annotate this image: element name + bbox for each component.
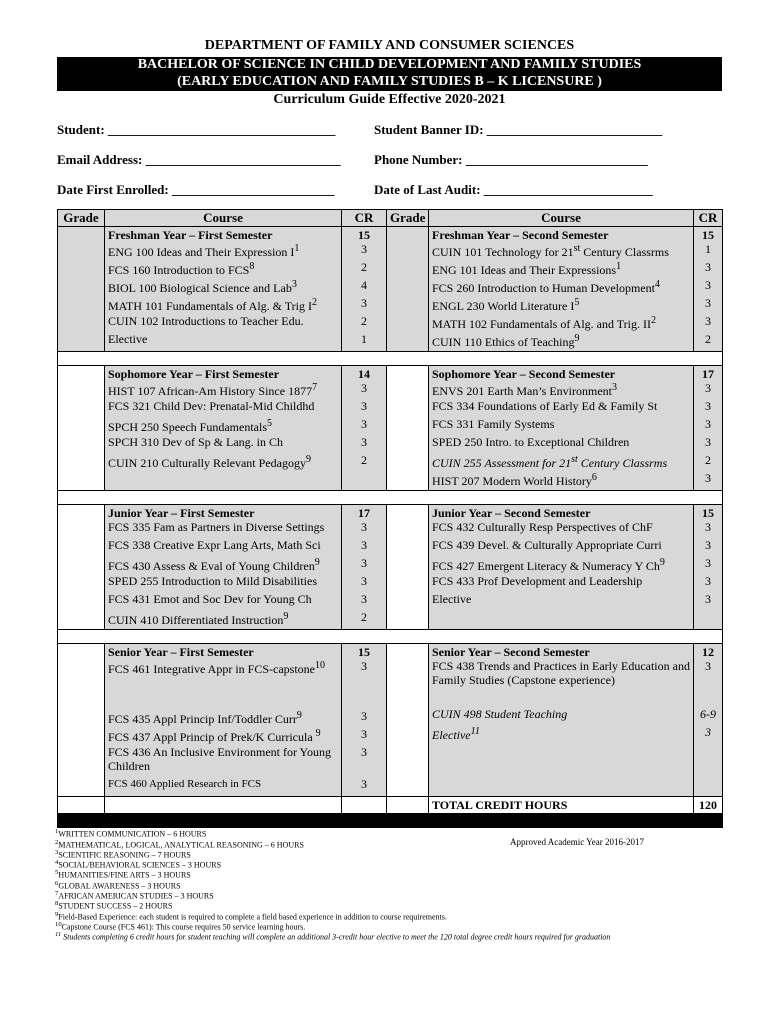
semester-block (58, 366, 723, 491)
cr-header: CR (694, 210, 723, 227)
footnote: $^{11}$ Students completing 6 credit hours for student teaching will complete an additional 3-credit hour elective to meet the 120 total degree credit hours required for graduation (55, 931, 611, 942)
spacer-row (58, 491, 723, 505)
semester-title: Freshman Year – Second Semester (432, 228, 609, 242)
concentration-title: (EARLY EDUCATION AND FAMILY STUDIES B – K LICENSURE ) (57, 74, 722, 91)
course-header: Course (105, 210, 342, 227)
grade-cell[interactable] (387, 227, 429, 352)
course-list: Sophomore Year – First Semester HIST 107 African-Am History Since 1877$^7$ FCS 321 Child Dev: Prenatal-Mid Childhd SPCH 250 Speech Fundamentals$^5$ SPCH 310 Dev of Sp & Lang. in Ch CUIN 210 Culturally Relevant Pedagogy$^9$ (105, 366, 342, 491)
grade-cell[interactable] (58, 366, 105, 491)
footnote: $^9$Field-Based Experience: each student is required to complete a field based experience in addition to course requirements. (55, 911, 447, 922)
grade-header: Grade (387, 210, 429, 227)
curriculum-effective: Curriculum Guide Effective 2020-2021 (273, 92, 506, 107)
table-header (58, 210, 723, 227)
footnote: $^{10}$Capstone Course (FCS 461): This course requires 50 service learning hours. (55, 921, 306, 932)
semester-title: Sophomore Year – First Semester (108, 367, 280, 381)
footnote: $^7$AFRICAN AMERICAN STUDIES – 3 HOURS (55, 890, 214, 901)
semester-title: Sophomore Year – Second Semester (432, 367, 616, 381)
course-list: Junior Year – First Semester FCS 335 Fam as Partners in Diverse Settings FCS 338 Creative Expr Lang Arts, Math Sci FCS 430 Assess & Eval of Young Children$^9$ SPED 255 Introduction to Mild Disabilities FCS 431 Emot and Soc Dev for Young Ch CUIN 410 Differentiated Instruction$^9$ (105, 505, 342, 630)
spacer-row (58, 352, 723, 366)
footnote: $^1$WRITTEN COMMUNICATION – 6 HOURS (55, 828, 207, 839)
grade-cell[interactable] (58, 505, 105, 630)
phone-field[interactable]: Phone Number: ____________________________ (374, 152, 648, 167)
grade-cell[interactable] (58, 644, 105, 797)
date-enrolled-field[interactable]: Date First Enrolled: _________________________ (57, 182, 335, 197)
course-list: Freshman Year – Second Semester CUIN 101 Technology for 21st Century Classrms ENG 101 Ideas and Their Expressions$^1$ FCS 260 Introduction to Human Development$^4$ ENGL 230 World Literature $I^5$ MATH 102 Fundamentals of Alg. and Trig. $II^2$ CUIN 110 Ethics of Teaching$^9$ (429, 227, 694, 352)
credit-list: 12 3 6-9 3 (694, 644, 723, 797)
semester-block (58, 505, 723, 630)
spacer-row (58, 630, 723, 644)
course-list: Senior Year – Second Semester FCS 438 Trends and Practices in Early Education and Family Studies (Capstone experience) CUIN 498 Student Teaching Elective$^{11}$ (429, 644, 694, 797)
banner-id-field[interactable]: Student Banner ID: ___________________________ (374, 122, 663, 137)
grade-header: Grade (58, 210, 105, 227)
semester-block (58, 227, 723, 352)
semester-title: Junior Year – First Semester (108, 506, 255, 520)
credit-list: 14 3 3 3 3 2 (342, 366, 387, 491)
email-field[interactable]: Email Address: ______________________________ (57, 152, 341, 167)
grade-cell[interactable] (387, 366, 429, 491)
bottom-bar (58, 814, 723, 828)
semester-title: Senior Year – First Semester (108, 645, 254, 659)
credit-list: 15 1 3 3 3 3 2 (694, 227, 723, 352)
grade-cell[interactable] (387, 505, 429, 630)
grade-cell[interactable] (387, 644, 429, 797)
footnote: $^5$HUMANITIES/FINE ARTS – 3 HOURS (55, 869, 191, 880)
total-row (58, 797, 723, 814)
footnote: $^8$STUDENT SUCCESS – 2 HOURS (55, 900, 173, 911)
total-value: 120 (694, 797, 723, 814)
approved-year: Approved Academic Year 2016-2017 (510, 837, 644, 847)
student-field[interactable]: Student: ___________________________________ (57, 122, 336, 137)
grade-cell[interactable] (58, 227, 105, 352)
course-header: Course (429, 210, 694, 227)
degree-title: BACHELOR OF SCIENCE IN CHILD DEVELOPMENT AND FAMILY STUDIES (57, 57, 722, 74)
semester-title: Junior Year – Second Semester (432, 506, 591, 520)
course-list: Junior Year – Second Semester FCS 432 Culturally Resp Perspectives of ChF FCS 439 Devel. & Culturally Appropriate Curri FCS 427 Emergent Literacy & Numeracy Y Ch$^9$ FCS 433 Prof Development and Leadership Elective (429, 505, 694, 630)
semester-block (58, 644, 723, 797)
course-list: Sophomore Year – Second Semester ENVS 201 Earth Man’s Environment$^3$ FCS 334 Foundations of Early Ed & Family St FCS 331 Family Systems SPED 250 Intro. to Exceptional Children CUIN 255 Assessment for 21st Century Classrms HIST 207 Modern World History$^6$ (429, 366, 694, 491)
curriculum-table (57, 209, 723, 828)
course-list: Freshman Year – First Semester ENG 100 Ideas and Their Expression $I^1$ FCS 160 Introduction to FCS$^8$ BIOL 100 Biological Science and Lab$^3$ MATH 101 Fundamentals of Alg. & Trig $I^2$ CUIN 102 Introductions to Teacher Edu. Elective (105, 227, 342, 352)
credit-list: 17 3 3 3 3 3 2 (342, 505, 387, 630)
course-list: Senior Year – First Semester FCS 461 Integrative Appr in FCS-capstone$^{10}$ FCS 435 Appl Princip Inf/Toddler Curr$^9$ FCS 437 Appl Princip of Prek/K Curricula $^9$ FCS 436 An Inclusive Environment for Young Children FCS 460 Applied Research in FCS (105, 644, 342, 797)
footnote: $^6$GLOBAL AWARENESS – 3 HOURS (55, 880, 181, 891)
credit-list: 15 3 2 4 3 2 1 (342, 227, 387, 352)
footnote: $^4$SOCIAL/BEHAVIORAL SCIENCES – 3 HOURS (55, 859, 222, 870)
credit-list: 17 3 3 3 3 2 3 (694, 366, 723, 491)
date-audit-field[interactable]: Date of Last Audit: __________________________ (374, 182, 653, 197)
total-label: TOTAL CREDIT HOURS (429, 797, 694, 814)
credit-list: 15 3 3 3 3 3 (694, 505, 723, 630)
cr-header: CR (342, 210, 387, 227)
footnote: $^3$SCIENTIFIC REASONING – 7 HOURS (55, 849, 191, 860)
semester-title: Freshman Year – First Semester (108, 228, 273, 242)
department-title: DEPARTMENT OF FAMILY AND CONSUMER SCIENCES (204, 38, 575, 53)
credit-list: 15 3 3 3 3 3 (342, 644, 387, 797)
semester-title: Senior Year – Second Semester (432, 645, 590, 659)
footnote: $^2$MATHEMATICAL, LOGICAL, ANALYTICAL REASONING – 6 HOURS (55, 839, 304, 850)
